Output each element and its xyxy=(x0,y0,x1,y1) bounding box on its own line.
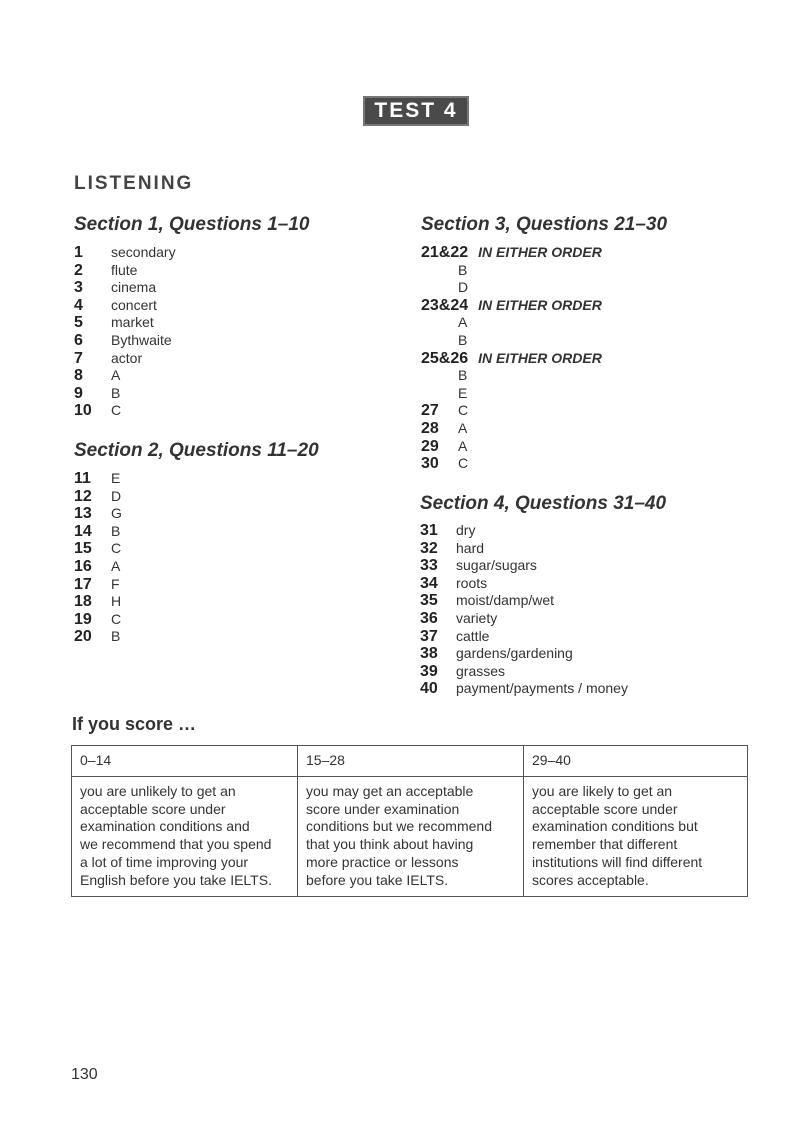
answer-row xyxy=(74,385,176,403)
section2-title: Section 2, Questions 11–20 xyxy=(74,440,319,461)
answer-pair-row xyxy=(421,297,602,315)
section1-title: Section 1, Questions 1–10 xyxy=(74,214,310,235)
page-number: 130 xyxy=(71,1066,98,1083)
answer-row xyxy=(74,558,122,576)
score-advice-line: English before you take IELTS. xyxy=(80,871,272,888)
answer-row xyxy=(420,680,628,698)
answer-text: A xyxy=(111,557,121,574)
answer-row xyxy=(421,455,602,473)
answer-row xyxy=(74,470,122,488)
answer-number: 30 xyxy=(421,455,439,473)
answer-row xyxy=(420,663,628,681)
answer-number: 38 xyxy=(420,645,438,663)
answer-text: sugar/sugars xyxy=(456,557,537,574)
answer-text: B xyxy=(111,384,121,401)
answer-number: 7 xyxy=(74,349,83,367)
answer-text: actor xyxy=(111,349,143,366)
answer-text: Bythwaite xyxy=(111,331,172,348)
section3-answers xyxy=(421,244,602,473)
answer-number: 16 xyxy=(74,557,92,575)
answer-text: hard xyxy=(456,539,485,556)
answer-pair-value-row xyxy=(421,332,602,350)
answer-number: 10 xyxy=(74,402,92,420)
answer-number: 31 xyxy=(420,522,438,539)
section2-answers xyxy=(74,470,122,646)
answer-number: 19 xyxy=(74,610,92,628)
score-advice-line: acceptable score under xyxy=(80,800,226,817)
answer-text: B xyxy=(458,261,468,278)
answer-pair-row xyxy=(421,350,602,368)
answer-number: 40 xyxy=(420,680,438,698)
score-range-cell: 15–28 xyxy=(298,746,524,777)
score-advice-line: a lot of time improving your xyxy=(80,853,249,870)
answer-text: C xyxy=(111,540,122,557)
answer-text: B xyxy=(458,331,468,348)
score-advice-cell xyxy=(72,776,298,896)
answer-row xyxy=(74,402,176,420)
answer-pair-value-row xyxy=(421,385,602,403)
answer-text: cinema xyxy=(111,279,157,296)
score-advice-line: examination conditions and xyxy=(80,818,250,835)
answer-text: D xyxy=(458,279,469,296)
answer-number: 32 xyxy=(420,539,438,557)
answer-row xyxy=(421,438,602,456)
score-advice-line: you are likely to get an xyxy=(532,782,673,799)
answer-pair-value-row xyxy=(421,262,602,280)
answer-row xyxy=(74,593,122,611)
score-advice-cell xyxy=(298,776,524,896)
section1-answers xyxy=(74,244,176,420)
answer-text: roots xyxy=(456,574,488,591)
answer-row xyxy=(74,523,122,541)
answer-text: E xyxy=(458,384,468,401)
answer-pair-row xyxy=(421,244,602,262)
answer-text: payment/payments / money xyxy=(456,680,628,697)
score-advice-line: examination conditions but xyxy=(532,818,698,835)
answer-number: 27 xyxy=(421,402,439,420)
answer-text: A xyxy=(458,314,468,331)
answer-text: A xyxy=(458,419,468,436)
either-order-note: IN EITHER ORDER xyxy=(478,244,602,260)
score-table-header-row xyxy=(72,746,748,777)
answer-number: 5 xyxy=(74,314,83,332)
answer-number: 18 xyxy=(74,593,92,611)
answer-number: 11 xyxy=(74,470,91,487)
answer-text: D xyxy=(111,487,122,504)
answer-row xyxy=(420,540,628,558)
score-table xyxy=(71,745,748,897)
answer-text: moist/damp/wet xyxy=(456,592,555,609)
answer-row xyxy=(421,420,602,438)
answer-text: C xyxy=(458,455,469,472)
answer-text: dry xyxy=(456,522,476,538)
answer-row xyxy=(74,350,176,368)
answer-text: E xyxy=(111,470,121,486)
answer-row xyxy=(74,576,122,594)
answer-row xyxy=(420,645,628,663)
answer-number: 2 xyxy=(74,261,83,279)
score-advice-line: that you think about having xyxy=(306,836,474,853)
answer-number: 33 xyxy=(420,557,438,575)
answer-number: 14 xyxy=(74,522,92,540)
answer-row xyxy=(74,332,176,350)
score-advice-cell xyxy=(524,776,748,896)
answer-row xyxy=(420,628,628,646)
answer-number: 25&26 xyxy=(421,349,469,367)
answer-number: 28 xyxy=(421,419,439,437)
test-title-badge: TEST 4 xyxy=(363,96,469,126)
answer-number: 37 xyxy=(420,627,438,645)
score-advice-line: remember that different xyxy=(532,836,678,853)
score-advice-line: score under examination xyxy=(306,800,460,817)
answer-text: C xyxy=(111,610,122,627)
score-advice-line: acceptable score under xyxy=(532,800,678,817)
answer-number: 6 xyxy=(74,331,83,349)
answer-number: 17 xyxy=(74,575,92,593)
score-advice-line: institutions will find different xyxy=(532,853,703,870)
answer-number: 1 xyxy=(74,244,83,261)
answer-number: 35 xyxy=(420,592,438,610)
answer-number: 20 xyxy=(74,628,92,646)
answer-row xyxy=(74,314,176,332)
answer-number: 21&22 xyxy=(421,244,469,261)
score-heading: If you score … xyxy=(72,714,197,734)
either-order-note: IN EITHER ORDER xyxy=(478,296,602,313)
answer-pair-value-row xyxy=(421,314,602,332)
answer-text: market xyxy=(111,314,154,331)
answer-number: 3 xyxy=(74,279,83,297)
answer-number: 23&24 xyxy=(421,296,469,314)
answer-text: grasses xyxy=(456,662,506,679)
answer-text: H xyxy=(111,593,122,610)
answer-row xyxy=(420,575,628,593)
answer-number: 39 xyxy=(420,662,438,680)
answer-row xyxy=(74,244,176,262)
answer-pair-value-row xyxy=(421,367,602,385)
score-advice-line: you are unlikely to get an xyxy=(80,782,236,799)
score-advice-line: scores acceptable. xyxy=(532,871,649,888)
answer-row xyxy=(420,522,628,540)
answer-number: 15 xyxy=(74,540,92,558)
answer-row xyxy=(421,402,602,420)
answer-number: 4 xyxy=(74,296,83,314)
answer-number: 13 xyxy=(74,505,92,523)
answer-row xyxy=(74,297,176,315)
answer-text: A xyxy=(458,437,468,454)
score-range-cell: 29–40 xyxy=(524,746,748,777)
score-range-cell: 0–14 xyxy=(72,746,298,777)
answer-text: C xyxy=(111,402,122,419)
answer-text: concert xyxy=(111,296,157,313)
score-advice-line: we recommend that you spend xyxy=(80,836,272,853)
answer-row xyxy=(420,610,628,628)
answer-number: 29 xyxy=(421,437,439,455)
listening-heading: LISTENING xyxy=(74,173,194,194)
answer-text: C xyxy=(458,402,469,419)
answer-row xyxy=(420,557,628,575)
answer-text: G xyxy=(111,505,122,522)
answer-row xyxy=(74,505,122,523)
score-table-body-row xyxy=(72,776,748,896)
answer-text: secondary xyxy=(111,244,176,260)
section4-title: Section 4, Questions 31–40 xyxy=(420,493,667,514)
answer-text: B xyxy=(111,522,121,539)
answer-number: 12 xyxy=(74,487,92,505)
answer-row xyxy=(74,611,122,629)
score-advice-line: you may get an acceptable xyxy=(306,782,474,799)
either-order-note: IN EITHER ORDER xyxy=(478,349,602,366)
answer-text: cattle xyxy=(456,627,490,644)
section4-answers xyxy=(420,522,628,698)
answer-text: flute xyxy=(111,261,138,278)
score-advice-line: conditions but we recommend xyxy=(306,818,492,835)
answer-pair-value-row xyxy=(421,279,602,297)
answer-number: 36 xyxy=(420,609,438,627)
answer-row xyxy=(74,628,122,646)
answer-row xyxy=(74,262,176,280)
score-advice-line: before you take IELTS. xyxy=(306,871,449,888)
answer-text: A xyxy=(111,367,121,384)
answer-row xyxy=(74,367,176,385)
answer-text: B xyxy=(458,367,468,384)
answer-text: F xyxy=(111,575,120,592)
answer-text: gardens/gardening xyxy=(456,645,573,662)
answer-row xyxy=(420,592,628,610)
answer-number: 9 xyxy=(74,384,83,402)
answer-row xyxy=(74,488,122,506)
answer-text: B xyxy=(111,628,121,645)
answer-number: 8 xyxy=(74,367,83,385)
answer-row xyxy=(74,279,176,297)
answer-row xyxy=(74,540,122,558)
score-advice-line: more practice or lessons xyxy=(306,853,459,870)
section3-title: Section 3, Questions 21–30 xyxy=(421,214,668,235)
answer-text: variety xyxy=(456,609,498,626)
answer-number: 34 xyxy=(420,574,438,592)
